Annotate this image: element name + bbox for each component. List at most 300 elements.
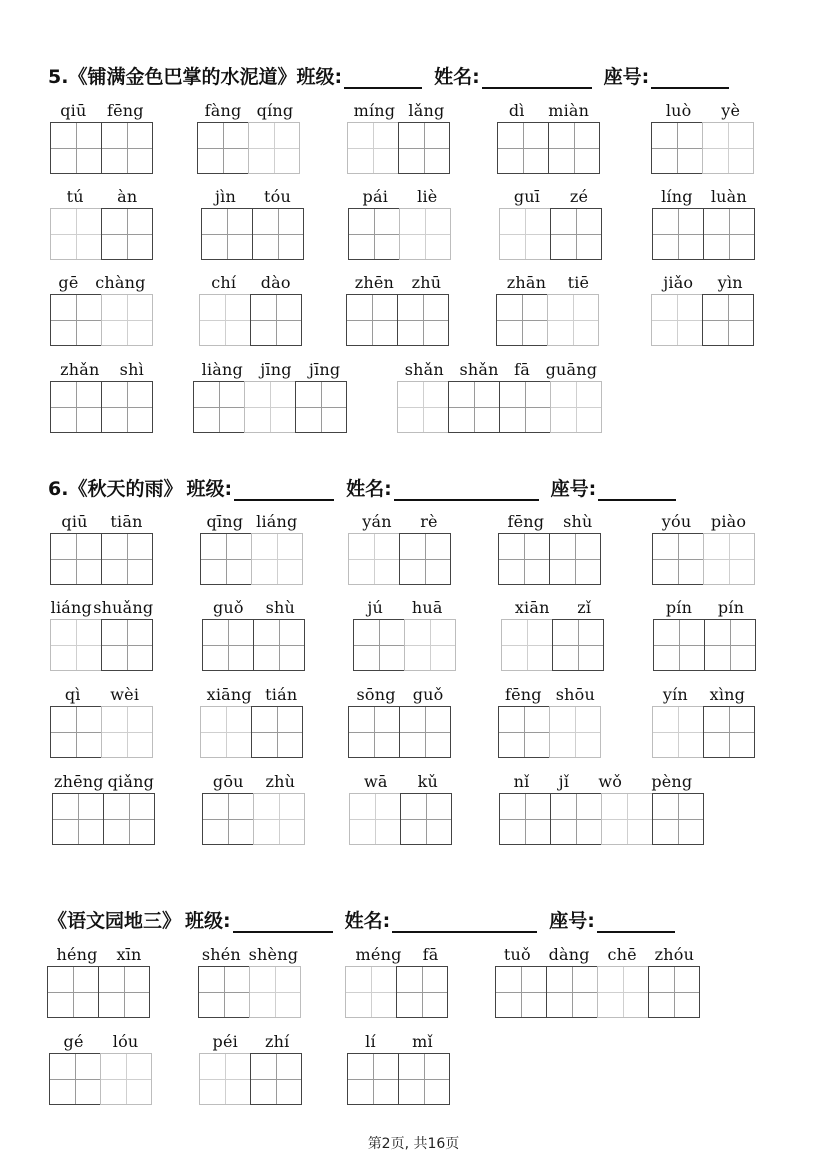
- tianzige-cell[interactable]: [349, 793, 401, 845]
- pinyin-syllable: sōng: [356, 685, 396, 704]
- pinyin-syllable: zhū: [411, 273, 442, 292]
- pinyin-label: [651, 268, 755, 292]
- writing-grid: [348, 208, 450, 260]
- pinyin-syllable: wèi: [110, 685, 140, 704]
- pinyin-item: [50, 680, 154, 760]
- pinyin-label: [197, 96, 301, 120]
- pinyin-syllable: qīng: [206, 512, 244, 531]
- tianzige-cell[interactable]: [200, 533, 252, 585]
- pinyin-syllable: tiān: [110, 512, 143, 531]
- writing-grid: [201, 208, 303, 260]
- pinyin-item: [50, 593, 154, 673]
- tianzige-cell[interactable]: [52, 793, 104, 845]
- tianzige-cell[interactable]: [652, 208, 704, 260]
- writing-grid: [52, 793, 154, 845]
- tianzige-cell[interactable]: [499, 793, 551, 845]
- pinyin-label: [348, 507, 452, 531]
- pinyin-syllable: fā: [514, 360, 531, 379]
- writing-grid: [200, 706, 302, 758]
- pinyin-label: [50, 507, 154, 531]
- tianzige-cell[interactable]: [101, 208, 153, 260]
- pinyin-syllable: dì: [508, 101, 525, 120]
- pinyin-syllable: shèng: [248, 945, 299, 964]
- section-header: [48, 474, 684, 501]
- pinyin-item: [200, 507, 304, 587]
- pinyin-item: [499, 767, 707, 847]
- tianzige-cell[interactable]: [248, 122, 300, 174]
- pinyin-syllable: tiē: [567, 273, 590, 292]
- pinyin-item: [193, 355, 349, 435]
- pinyin-label: [347, 1027, 451, 1051]
- pinyin-label: [202, 593, 306, 617]
- tianzige-cell[interactable]: [50, 706, 102, 758]
- tianzige-cell[interactable]: [201, 208, 253, 260]
- pinyin-syllable: shōu: [555, 685, 595, 704]
- tianzige-cell[interactable]: [550, 381, 602, 433]
- pinyin-label: [353, 593, 457, 617]
- pinyin-item: [202, 767, 306, 847]
- tianzige-cell[interactable]: [550, 793, 602, 845]
- pinyin-item: [50, 96, 154, 176]
- pinyin-syllable: pái: [362, 187, 389, 206]
- pinyin-label: [499, 182, 603, 206]
- pinyin-label: [199, 1027, 303, 1051]
- tianzige-cell[interactable]: [549, 706, 601, 758]
- pinyin-syllable: yè: [721, 101, 741, 120]
- tianzige-cell[interactable]: [50, 381, 102, 433]
- pinyin-label: [495, 940, 703, 964]
- section-title: 6.《秋天的雨》: [48, 478, 183, 500]
- pinyin-item: [347, 96, 451, 176]
- pinyin-item: [498, 507, 602, 587]
- seat-label: 座号:: [603, 66, 650, 88]
- tianzige-cell[interactable]: [651, 294, 703, 346]
- tianzige-cell[interactable]: [348, 533, 400, 585]
- pinyin-item: [197, 96, 301, 176]
- tianzige-cell[interactable]: [50, 122, 102, 174]
- tianzige-cell[interactable]: [550, 208, 602, 260]
- tianzige-cell[interactable]: [347, 122, 399, 174]
- pinyin-item: [50, 268, 154, 348]
- section-title: 《语文园地三》: [48, 910, 182, 932]
- pinyin-syllable: tóu: [264, 187, 291, 206]
- pinyin-syllable: shuǎng: [93, 598, 154, 617]
- tianzige-cell[interactable]: [501, 619, 553, 671]
- pinyin-item: [49, 1027, 153, 1107]
- tianzige-cell[interactable]: [704, 619, 756, 671]
- writing-grid: [345, 966, 447, 1018]
- tianzige-cell[interactable]: [346, 294, 398, 346]
- pinyin-label: [47, 940, 151, 964]
- pinyin-syllable: yán: [362, 512, 392, 531]
- tianzige-cell[interactable]: [702, 294, 754, 346]
- pinyin-label: [651, 96, 755, 120]
- pinyin-item: [348, 507, 452, 587]
- pinyin-syllable: liáng: [50, 598, 92, 617]
- pinyin-item: [348, 182, 452, 262]
- tianzige-cell[interactable]: [101, 381, 153, 433]
- name-blank[interactable]: [392, 911, 537, 933]
- pinyin-syllable: zhóu: [654, 945, 695, 964]
- pinyin-syllable: qiǎng: [107, 772, 155, 791]
- tianzige-cell[interactable]: [548, 122, 600, 174]
- pinyin-syllable: liàng: [201, 360, 243, 379]
- tianzige-cell[interactable]: [103, 793, 155, 845]
- pinyin-syllable: fēng: [507, 512, 545, 531]
- tianzige-cell[interactable]: [348, 208, 400, 260]
- class-label: 班级:: [185, 910, 231, 932]
- writing-grid: [50, 294, 152, 346]
- pinyin-item: [47, 940, 151, 1020]
- pinyin-item: [50, 507, 154, 587]
- pinyin-syllable: zhēng: [53, 772, 104, 791]
- tianzige-cell[interactable]: [652, 533, 704, 585]
- pinyin-syllable: zé: [569, 187, 589, 206]
- pinyin-label: [49, 1027, 153, 1051]
- pinyin-syllable: luò: [665, 101, 692, 120]
- pinyin-label: [653, 593, 757, 617]
- pinyin-item: [652, 507, 756, 587]
- pinyin-syllable: jìn: [215, 187, 236, 206]
- pinyin-item: [199, 1027, 303, 1107]
- tianzige-cell[interactable]: [702, 122, 754, 174]
- writing-grid: [499, 793, 703, 845]
- writing-grid: [347, 1053, 449, 1105]
- section-title: 5.《铺满金色巴掌的水泥道》: [48, 66, 297, 88]
- tianzige-cell[interactable]: [202, 793, 254, 845]
- pinyin-syllable: luàn: [710, 187, 747, 206]
- tianzige-cell[interactable]: [499, 208, 551, 260]
- name-label: 姓名:: [346, 478, 392, 500]
- pinyin-label: [50, 96, 154, 120]
- pinyin-label: [50, 268, 154, 292]
- pinyin-syllable: miàn: [548, 101, 590, 120]
- writing-grid: [193, 381, 346, 433]
- tianzige-cell[interactable]: [101, 294, 153, 346]
- tianzige-cell[interactable]: [47, 966, 99, 1018]
- writing-grid: [497, 122, 599, 174]
- tianzige-cell[interactable]: [200, 706, 252, 758]
- tianzige-cell[interactable]: [252, 208, 304, 260]
- tianzige-cell[interactable]: [253, 619, 305, 671]
- pinyin-syllable: chí: [211, 273, 237, 292]
- tianzige-cell[interactable]: [499, 381, 551, 433]
- writing-grid: [49, 1053, 151, 1105]
- tianzige-cell[interactable]: [198, 966, 250, 1018]
- tianzige-cell[interactable]: [199, 294, 251, 346]
- tianzige-cell[interactable]: [193, 381, 245, 433]
- tianzige-cell[interactable]: [101, 122, 153, 174]
- writing-grid: [495, 966, 699, 1018]
- tianzige-cell[interactable]: [404, 619, 456, 671]
- pinyin-label: [348, 680, 452, 704]
- writing-grid: [199, 1053, 301, 1105]
- writing-grid: [349, 793, 451, 845]
- pinyin-label: [348, 182, 452, 206]
- pinyin-item: [495, 940, 703, 1020]
- writing-grid: [397, 381, 601, 433]
- pinyin-item: [198, 940, 302, 1020]
- pinyin-syllable: lǎng: [408, 101, 445, 120]
- pinyin-syllable: shǎn: [459, 360, 499, 379]
- tianzige-cell[interactable]: [199, 1053, 251, 1105]
- writing-grid: [499, 208, 601, 260]
- pinyin-item: [653, 593, 757, 673]
- pinyin-label: [201, 182, 305, 206]
- tianzige-cell[interactable]: [50, 619, 102, 671]
- pinyin-label: [50, 680, 154, 704]
- tianzige-cell[interactable]: [399, 533, 451, 585]
- tianzige-cell[interactable]: [101, 706, 153, 758]
- tianzige-cell[interactable]: [549, 533, 601, 585]
- tianzige-cell[interactable]: [400, 793, 452, 845]
- pinyin-syllable: qíng: [256, 101, 294, 120]
- tianzige-cell[interactable]: [251, 706, 303, 758]
- pinyin-syllable: qì: [64, 685, 81, 704]
- pinyin-syllable: pín: [717, 598, 745, 617]
- writing-grid: [347, 122, 449, 174]
- pinyin-item: [501, 593, 605, 673]
- pinyin-label: [499, 767, 707, 791]
- pinyin-item: [52, 767, 156, 847]
- tianzige-cell[interactable]: [100, 1053, 152, 1105]
- pinyin-syllable: guǒ: [412, 685, 444, 704]
- pinyin-syllable: yín: [662, 685, 688, 704]
- pinyin-syllable: tuǒ: [503, 945, 531, 964]
- tianzige-cell[interactable]: [498, 533, 550, 585]
- tianzige-cell[interactable]: [50, 294, 102, 346]
- pinyin-label: [193, 355, 349, 379]
- page-number: 第2页, 共16页: [367, 1136, 460, 1152]
- pinyin-syllable: guǒ: [212, 598, 244, 617]
- seat-label: 座号:: [550, 478, 597, 500]
- pinyin-syllable: pín: [665, 598, 693, 617]
- pinyin-syllable: xīn: [116, 945, 142, 964]
- name-blank[interactable]: [482, 67, 592, 89]
- tianzige-cell[interactable]: [652, 793, 704, 845]
- pinyin-syllable: tú: [66, 187, 84, 206]
- pinyin-syllable: chàng: [95, 273, 146, 292]
- pinyin-syllable: liè: [417, 187, 438, 206]
- tianzige-cell[interactable]: [397, 381, 449, 433]
- tianzige-cell[interactable]: [399, 706, 451, 758]
- writing-grid: [652, 208, 754, 260]
- seat-blank[interactable]: [597, 911, 675, 933]
- pinyin-item: [346, 268, 450, 348]
- pinyin-syllable: rè: [420, 512, 438, 531]
- pinyin-item: [496, 268, 600, 348]
- tianzige-cell[interactable]: [353, 619, 405, 671]
- writing-grid: [198, 966, 300, 1018]
- writing-grid: [50, 208, 152, 260]
- pinyin-syllable: héng: [56, 945, 98, 964]
- writing-grid: [47, 966, 149, 1018]
- tianzige-cell[interactable]: [98, 966, 150, 1018]
- pinyin-syllable: shǎn: [404, 360, 444, 379]
- pinyin-label: [349, 767, 453, 791]
- writing-grid: [498, 533, 600, 585]
- pinyin-label: [50, 182, 154, 206]
- pinyin-syllable: tián: [265, 685, 298, 704]
- pinyin-syllable: dào: [260, 273, 291, 292]
- pinyin-item: [349, 767, 453, 847]
- tianzige-cell[interactable]: [348, 706, 400, 758]
- name-label: 姓名:: [344, 910, 391, 932]
- writing-grid: [348, 533, 450, 585]
- tianzige-cell[interactable]: [547, 294, 599, 346]
- pinyin-item: [498, 680, 602, 760]
- class-blank[interactable]: [344, 67, 422, 89]
- pinyin-syllable: wǒ: [598, 772, 623, 791]
- pinyin-item: [652, 680, 756, 760]
- tianzige-cell[interactable]: [546, 966, 598, 1018]
- pinyin-syllable: liáng: [256, 512, 298, 531]
- pinyin-item: [652, 182, 756, 262]
- pinyin-label: [347, 96, 451, 120]
- pinyin-syllable: xiāng: [206, 685, 252, 704]
- tianzige-cell[interactable]: [250, 1053, 302, 1105]
- tianzige-cell[interactable]: [703, 533, 755, 585]
- tianzige-cell[interactable]: [347, 1053, 399, 1105]
- pinyin-item: [651, 268, 755, 348]
- pinyin-item: [499, 182, 603, 262]
- tianzige-cell[interactable]: [398, 122, 450, 174]
- pinyin-syllable: jīng: [260, 360, 292, 379]
- pinyin-syllable: mǐ: [412, 1032, 433, 1051]
- pinyin-syllable: gē: [58, 273, 79, 292]
- pinyin-syllable: shì: [119, 360, 144, 379]
- writing-grid: [50, 122, 152, 174]
- pinyin-syllable: gōu: [212, 772, 244, 791]
- tianzige-cell[interactable]: [101, 533, 153, 585]
- pinyin-syllable: jǐ: [558, 772, 570, 791]
- pinyin-label: [498, 507, 602, 531]
- tianzige-cell[interactable]: [197, 122, 249, 174]
- tianzige-cell[interactable]: [601, 793, 653, 845]
- pinyin-syllable: zǐ: [577, 598, 592, 617]
- pinyin-syllable: zhēn: [354, 273, 395, 292]
- pinyin-label: [345, 940, 449, 964]
- tianzige-cell[interactable]: [653, 619, 705, 671]
- pinyin-syllable: àn: [117, 187, 138, 206]
- tianzige-cell[interactable]: [101, 619, 153, 671]
- pinyin-item: [397, 355, 605, 435]
- pinyin-syllable: kǔ: [417, 772, 438, 791]
- tianzige-cell[interactable]: [345, 966, 397, 1018]
- writing-grid: [353, 619, 455, 671]
- class-label: 班级:: [186, 478, 233, 500]
- pinyin-syllable: jú: [367, 598, 384, 617]
- tianzige-cell[interactable]: [651, 122, 703, 174]
- writing-grid: [200, 533, 302, 585]
- pinyin-syllable: yóu: [661, 512, 692, 531]
- tianzige-cell[interactable]: [498, 706, 550, 758]
- pinyin-syllable: gé: [63, 1032, 84, 1051]
- tianzige-cell[interactable]: [448, 381, 500, 433]
- pinyin-item: [347, 1027, 451, 1107]
- pinyin-label: [346, 268, 450, 292]
- pinyin-item: [201, 182, 305, 262]
- tianzige-cell[interactable]: [703, 706, 755, 758]
- tianzige-cell[interactable]: [703, 208, 755, 260]
- tianzige-cell[interactable]: [497, 122, 549, 174]
- pinyin-label: [497, 96, 601, 120]
- pinyin-syllable: xìng: [709, 685, 746, 704]
- pinyin-syllable: péi: [212, 1032, 238, 1051]
- tianzige-cell[interactable]: [251, 533, 303, 585]
- pinyin-syllable: yìn: [717, 273, 743, 292]
- tianzige-cell[interactable]: [244, 381, 296, 433]
- pinyin-syllable: fā: [422, 945, 439, 964]
- name-blank[interactable]: [394, 479, 539, 501]
- pinyin-syllable: wā: [363, 772, 388, 791]
- writing-grid: [197, 122, 299, 174]
- pinyin-syllable: zhǎn: [60, 360, 100, 379]
- class-blank[interactable]: [233, 911, 333, 933]
- pinyin-syllable: guī: [513, 187, 541, 206]
- writing-grid: [496, 294, 598, 346]
- writing-grid: [50, 533, 152, 585]
- pinyin-syllable: líng: [661, 187, 693, 206]
- pinyin-syllable: lóu: [112, 1032, 139, 1051]
- tianzige-cell[interactable]: [648, 966, 700, 1018]
- tianzige-cell[interactable]: [49, 1053, 101, 1105]
- tianzige-cell[interactable]: [295, 381, 347, 433]
- tianzige-cell[interactable]: [399, 208, 451, 260]
- pinyin-label: [50, 593, 154, 617]
- writing-grid: [346, 294, 448, 346]
- pinyin-syllable: míng: [353, 101, 396, 120]
- tianzige-cell[interactable]: [495, 966, 547, 1018]
- tianzige-cell[interactable]: [552, 619, 604, 671]
- pinyin-label: [202, 767, 306, 791]
- name-label: 姓名:: [434, 66, 480, 88]
- writing-grid: [652, 706, 754, 758]
- seat-blank[interactable]: [598, 479, 676, 501]
- writing-grid: [50, 381, 152, 433]
- pinyin-label: [397, 355, 605, 379]
- pinyin-item: [50, 355, 154, 435]
- tianzige-cell[interactable]: [249, 966, 301, 1018]
- tianzige-cell[interactable]: [597, 966, 649, 1018]
- writing-grid: [653, 619, 755, 671]
- tianzige-cell[interactable]: [397, 294, 449, 346]
- class-blank[interactable]: [234, 479, 334, 501]
- tianzige-cell[interactable]: [50, 533, 102, 585]
- pinyin-label: [198, 940, 302, 964]
- seat-blank[interactable]: [651, 67, 729, 89]
- tianzige-cell[interactable]: [652, 706, 704, 758]
- pinyin-syllable: méng: [355, 945, 402, 964]
- tianzige-cell[interactable]: [253, 793, 305, 845]
- pinyin-label: [652, 182, 756, 206]
- tianzige-cell[interactable]: [250, 294, 302, 346]
- pinyin-label: [199, 268, 303, 292]
- tianzige-cell[interactable]: [396, 966, 448, 1018]
- tianzige-cell[interactable]: [50, 208, 102, 260]
- writing-grid: [348, 706, 450, 758]
- tianzige-cell[interactable]: [202, 619, 254, 671]
- pinyin-label: [501, 593, 605, 617]
- pinyin-item: [651, 96, 755, 176]
- writing-grid: [50, 619, 152, 671]
- pinyin-label: [50, 355, 154, 379]
- tianzige-cell[interactable]: [398, 1053, 450, 1105]
- tianzige-cell[interactable]: [496, 294, 548, 346]
- pinyin-syllable: fēng: [504, 685, 542, 704]
- pinyin-syllable: zhí: [265, 1032, 290, 1051]
- pinyin-syllable: xiān: [514, 598, 550, 617]
